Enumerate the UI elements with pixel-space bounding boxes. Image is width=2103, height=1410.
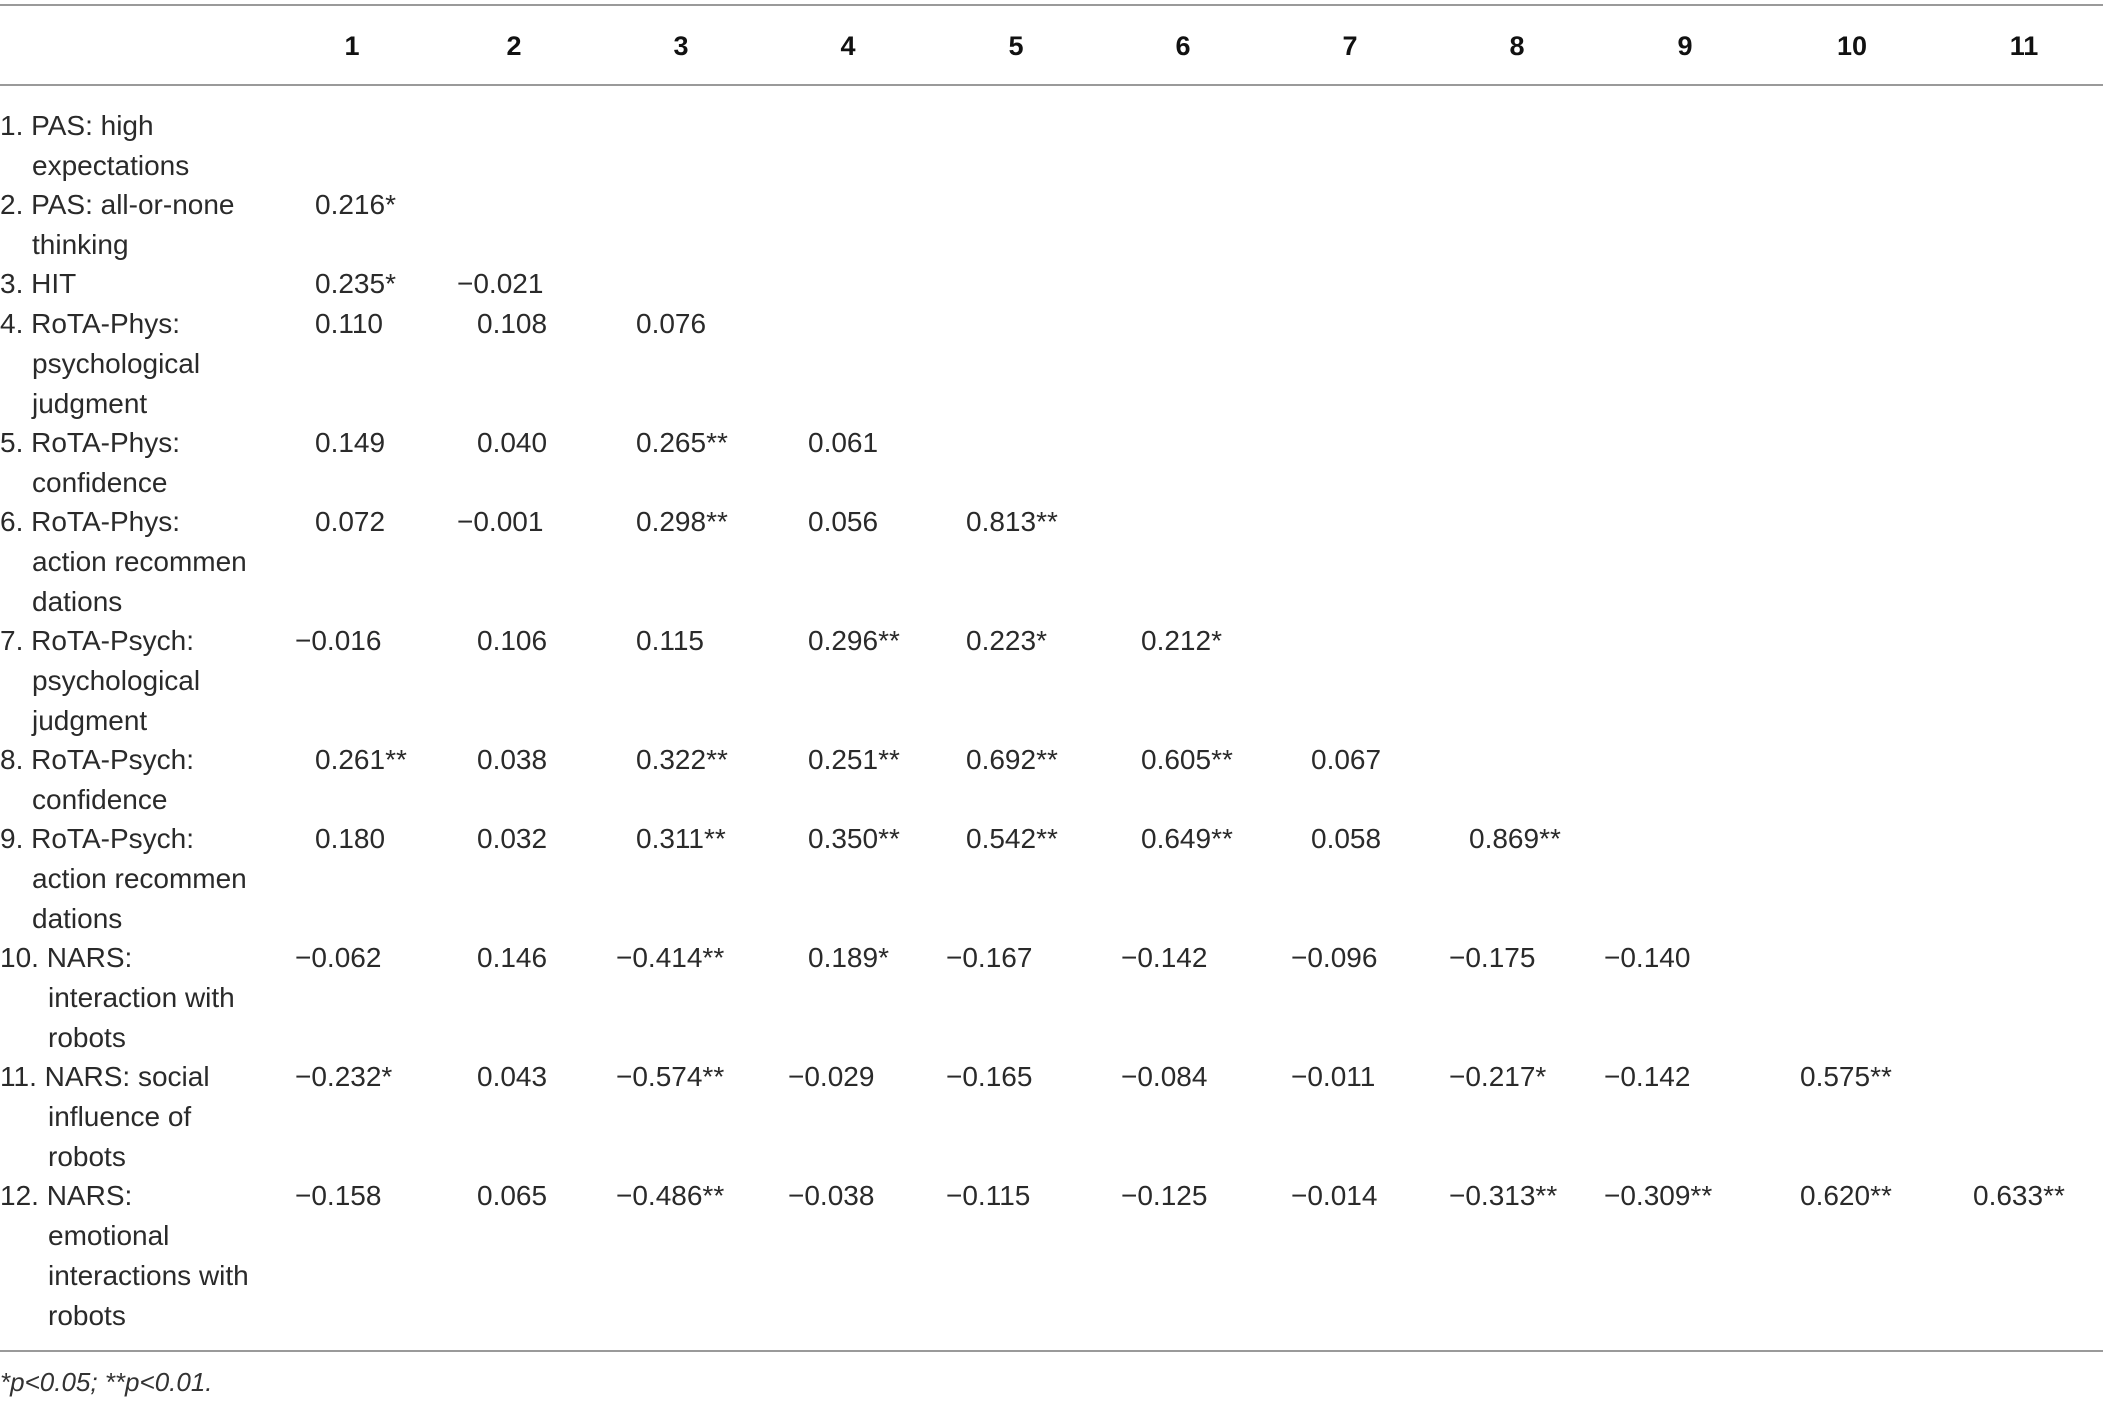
row-label <box>0 819 270 939</box>
table-cell: 0.212* <box>1141 625 1222 656</box>
table-cell: 0.076 <box>636 308 707 339</box>
table-cell: 0.311** <box>636 823 726 854</box>
table-top-rule <box>0 4 2103 6</box>
row-label <box>0 938 270 1058</box>
row-label-line: 8. RoTA-Psych: <box>0 744 194 775</box>
table-cell: −0.011 <box>1291 1061 1376 1092</box>
row-label-line: 9. RoTA-Psych: <box>0 823 194 854</box>
row-label-line: 11. NARS: social <box>0 1061 210 1092</box>
column-header-2: 2 <box>506 31 522 61</box>
column-header-5: 5 <box>1008 31 1024 61</box>
row-label-line: 7. RoTA-Psych: <box>0 625 194 656</box>
table-cell: −0.096 <box>1291 942 1378 973</box>
row-label <box>0 1176 270 1336</box>
row-label-line: action recommen <box>32 863 247 894</box>
table-cell: −0.175 <box>1449 942 1536 973</box>
table-cell: 0.189* <box>808 942 889 973</box>
table-cell: 0.251** <box>808 744 900 775</box>
table-cell: −0.016 <box>295 625 382 656</box>
row-label-line: 12. NARS: <box>0 1180 133 1211</box>
table-cell: −0.140 <box>1604 942 1691 973</box>
table-cell: 0.149 <box>315 427 386 458</box>
table-cell: 0.605** <box>1141 744 1233 775</box>
row-label-line: 2. PAS: all-or-none <box>0 189 235 220</box>
table-cell: 0.223* <box>966 625 1047 656</box>
table-cell: 0.056 <box>808 506 879 537</box>
table-cell: 0.649** <box>1141 823 1233 854</box>
table-cell: −0.029 <box>788 1061 875 1092</box>
table-cell: 0.350** <box>808 823 900 854</box>
table-cell: 0.869** <box>1469 823 1561 854</box>
table-bottom-rule <box>0 1350 2103 1352</box>
row-label-line: judgment <box>32 388 148 419</box>
column-header-10: 10 <box>1836 31 1868 61</box>
row-label-line: 6. RoTA-Phys: <box>0 506 180 537</box>
table-cell: 0.575** <box>1800 1061 1892 1092</box>
row-label <box>0 1057 270 1177</box>
table-cell: 0.032 <box>477 823 548 854</box>
row-label-line: 5. RoTA-Phys: <box>0 427 180 458</box>
table-cell: 0.813** <box>966 506 1058 537</box>
row-label <box>0 621 270 741</box>
row-label-line: confidence <box>32 467 168 498</box>
row-label-line: dations <box>32 586 123 617</box>
table-cell: −0.001 <box>457 506 544 537</box>
row-label-line: influence of <box>48 1101 192 1132</box>
column-header-9: 9 <box>1677 31 1693 61</box>
table-cell: 0.115 <box>636 625 704 656</box>
row-label-line: robots <box>48 1022 126 1053</box>
table-cell: −0.062 <box>295 942 382 973</box>
table-cell: −0.142 <box>1604 1061 1691 1092</box>
row-label-line: interactions with <box>48 1260 249 1291</box>
row-label-line: confidence <box>32 784 168 815</box>
column-header-8: 8 <box>1509 31 1525 61</box>
column-header-4: 4 <box>840 31 856 61</box>
row-label-line: 10. NARS: <box>0 942 133 973</box>
table-cell: 0.296** <box>808 625 900 656</box>
table-cell: 0.265** <box>636 427 728 458</box>
table-cell: −0.142 <box>1121 942 1208 973</box>
table-cell: 0.061 <box>808 427 879 458</box>
table-cell: 0.043 <box>477 1061 548 1092</box>
table-cell: −0.084 <box>1121 1061 1208 1092</box>
table-cell: 0.633** <box>1973 1180 2065 1211</box>
table-cell: 0.322** <box>636 744 728 775</box>
row-label-line: robots <box>48 1300 126 1331</box>
row-label <box>0 502 270 622</box>
row-label-line: thinking <box>32 229 129 260</box>
row-label <box>0 185 270 265</box>
table-cell: −0.232* <box>295 1061 393 1092</box>
row-label-line: psychological <box>32 348 201 379</box>
column-header-7: 7 <box>1342 31 1358 61</box>
row-label-line: 3. HIT <box>0 268 77 299</box>
table-cell: −0.574** <box>616 1061 725 1092</box>
row-label <box>0 423 270 503</box>
row-label <box>0 304 270 424</box>
column-header-1: 1 <box>344 31 360 61</box>
table-cell: 0.542** <box>966 823 1058 854</box>
row-label-line: interaction with <box>48 982 235 1013</box>
row-label-line: judgment <box>32 705 148 736</box>
column-header-3: 3 <box>673 31 689 61</box>
column-header-6: 6 <box>1175 31 1191 61</box>
column-header-11: 11 <box>2009 31 2039 61</box>
table-cell: −0.414** <box>616 942 725 973</box>
row-label-line: dations <box>32 903 123 934</box>
header-divider-rule <box>0 84 2103 86</box>
table-cell: −0.165 <box>946 1061 1033 1092</box>
table-cell: −0.038 <box>788 1180 875 1211</box>
table-cell: 0.146 <box>477 942 548 973</box>
table-cell: −0.125 <box>1121 1180 1208 1211</box>
table-cell: −0.014 <box>1291 1180 1378 1211</box>
table-cell: 0.038 <box>477 744 548 775</box>
table-cell: 0.058 <box>1311 823 1382 854</box>
table-cell: −0.313** <box>1449 1180 1558 1211</box>
row-label-line: robots <box>48 1141 126 1172</box>
table-cell: 0.620** <box>1800 1180 1892 1211</box>
table-cell: −0.021 <box>457 268 544 299</box>
table-cell: 0.067 <box>1311 744 1382 775</box>
table-cell: 0.261** <box>315 744 407 775</box>
table-footnote: *p<0.05; **p<0.01. <box>0 1367 213 1397</box>
row-label-line: psychological <box>32 665 201 696</box>
table-cell: 0.108 <box>477 308 548 339</box>
table-cell: 0.040 <box>477 427 548 458</box>
table-cell: 0.065 <box>477 1180 548 1211</box>
table-cell: 0.072 <box>315 506 386 537</box>
row-label <box>0 740 270 820</box>
row-label <box>0 264 270 304</box>
table-cell: −0.115 <box>946 1180 1031 1211</box>
table-cell: −0.158 <box>295 1180 382 1211</box>
row-label-line: 4. RoTA-Phys: <box>0 308 180 339</box>
row-label-line: emotional <box>48 1220 170 1251</box>
table-cell: −0.309** <box>1604 1180 1713 1211</box>
table-cell: 0.216* <box>315 189 396 220</box>
table-cell: 0.235* <box>315 268 396 299</box>
table-cell: 0.180 <box>315 823 386 854</box>
table-cell: 0.692** <box>966 744 1058 775</box>
row-label-line: action recommen <box>32 546 247 577</box>
table-cell: −0.217* <box>1449 1061 1547 1092</box>
table-cell: −0.167 <box>946 942 1033 973</box>
row-label-line: expectations <box>32 150 190 181</box>
table-cell: 0.298** <box>636 506 728 537</box>
row-label <box>0 106 270 186</box>
table-cell: 0.106 <box>477 625 548 656</box>
table-cell: −0.486** <box>616 1180 725 1211</box>
table-cell: 0.110 <box>315 308 383 339</box>
row-label-line: 1. PAS: high <box>0 110 154 141</box>
